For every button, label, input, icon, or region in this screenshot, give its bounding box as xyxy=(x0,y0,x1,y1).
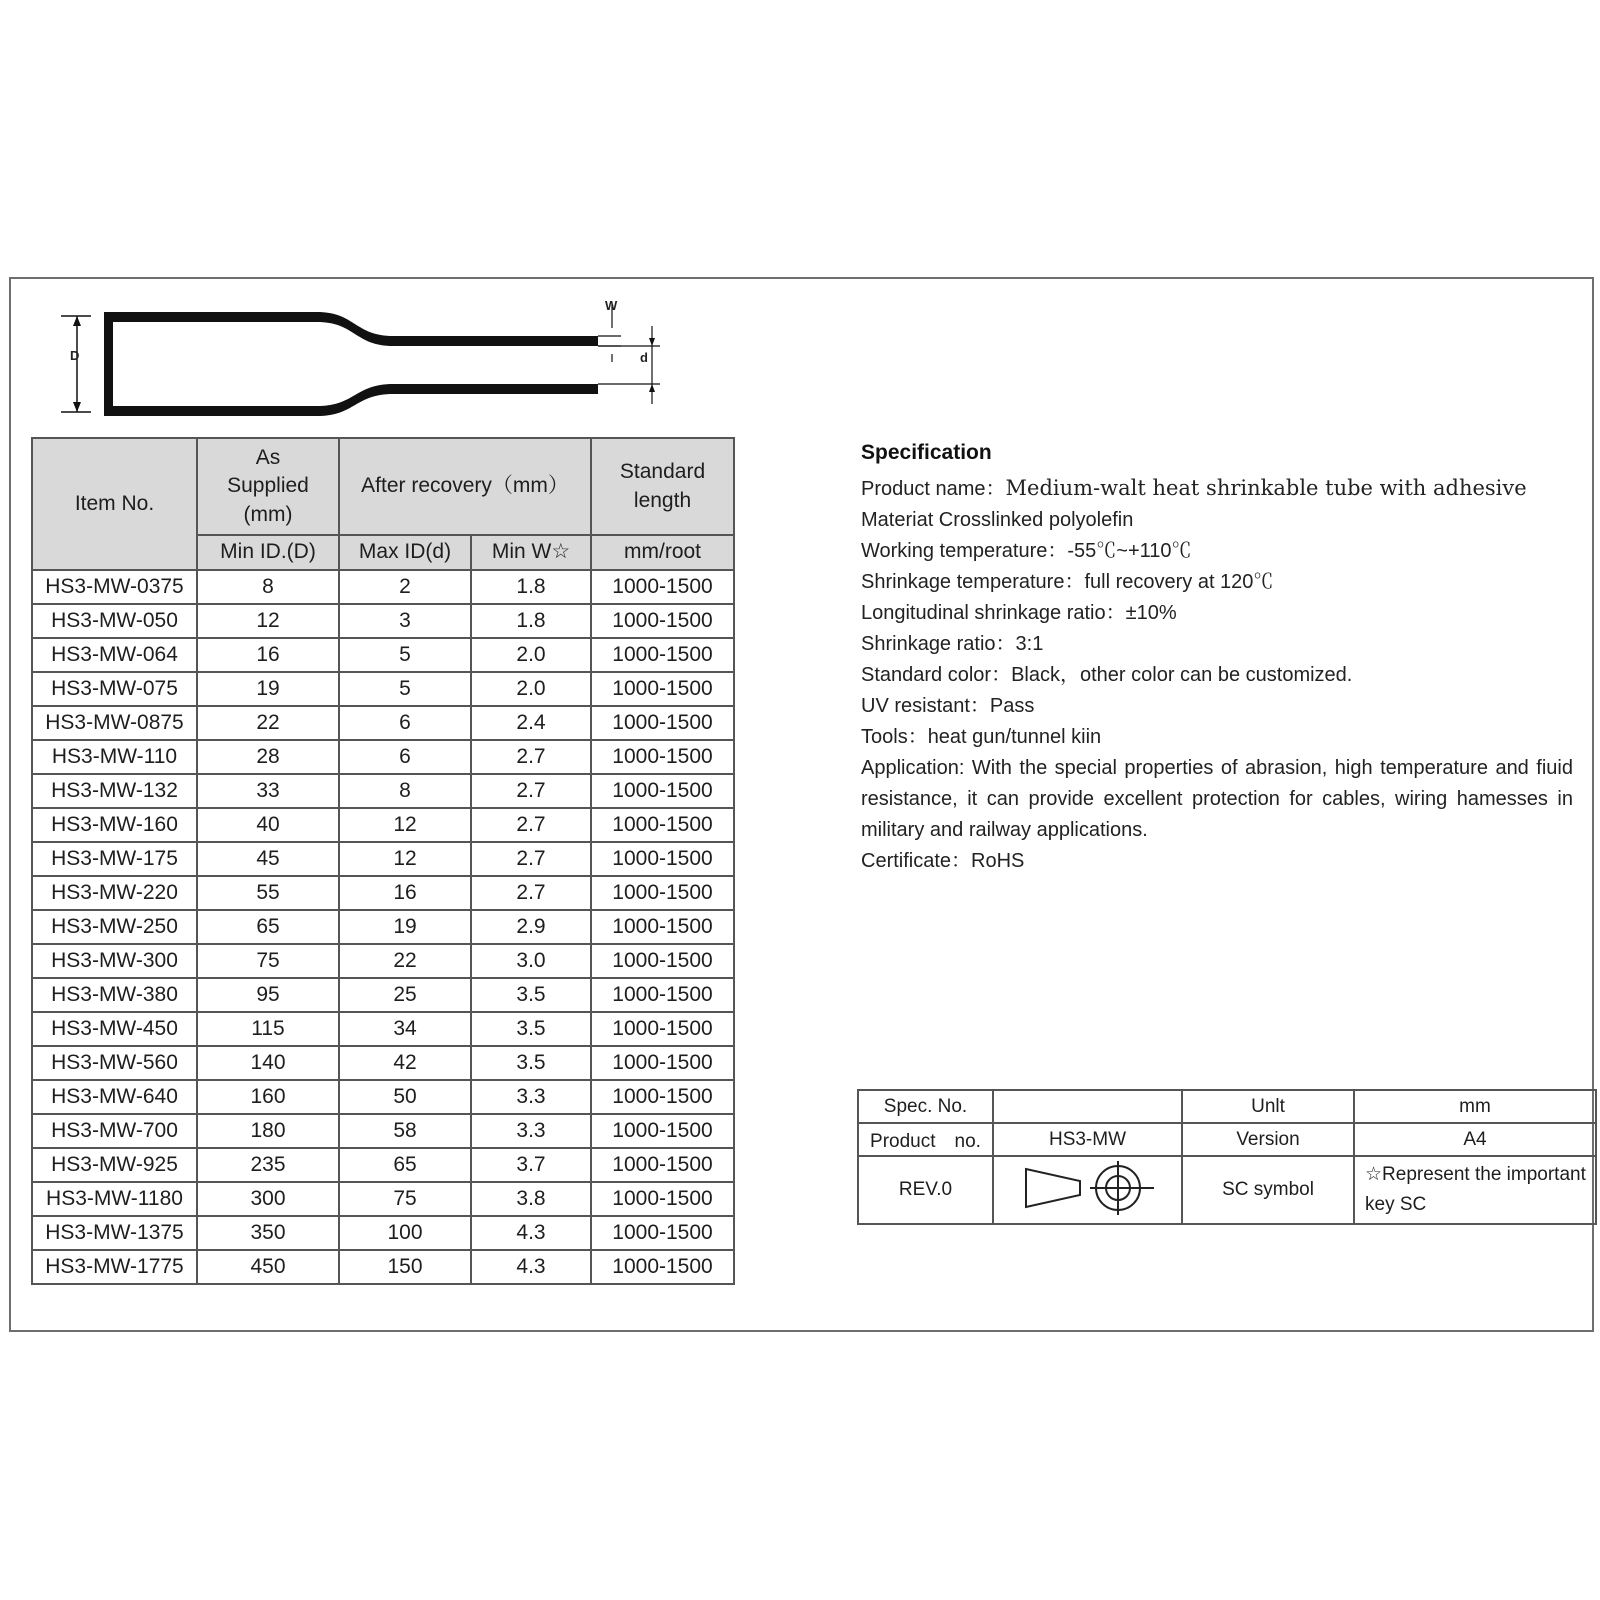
certificate-line: Certificate：RoHS xyxy=(861,850,1025,872)
max-id-cell: 6 xyxy=(339,706,471,740)
product-name-value: Medium-walt heat shrinkable tube with adhesive xyxy=(1005,476,1527,500)
table-row xyxy=(32,1080,734,1114)
min-id-cell: 180 xyxy=(197,1114,339,1148)
min-w-cell: 3.8 xyxy=(471,1182,591,1216)
min-w-cell: 2.7 xyxy=(471,842,591,876)
length-cell: 1000-1500 xyxy=(591,1250,734,1284)
item-no-cell: HS3-MW-075 xyxy=(32,672,197,706)
min-id-cell: 450 xyxy=(197,1250,339,1284)
length-cell: 1000-1500 xyxy=(591,638,734,672)
length-cell: 1000-1500 xyxy=(591,672,734,706)
max-id-cell: 50 xyxy=(339,1080,471,1114)
min-id-cell: 55 xyxy=(197,876,339,910)
length-cell: 1000-1500 xyxy=(591,1012,734,1046)
max-id-cell: 19 xyxy=(339,910,471,944)
product-name-line xyxy=(861,473,1573,505)
min-id-cell: 235 xyxy=(197,1148,339,1182)
length-cell: 1000-1500 xyxy=(591,808,734,842)
specification-line: Working temperature：-55℃~+110℃ xyxy=(861,540,1192,562)
item-no-cell: HS3-MW-175 xyxy=(32,842,197,876)
specification-line: Standard color：Black，other color can be customized. xyxy=(861,664,1353,686)
header-item-no: Item No. xyxy=(32,438,197,570)
length-cell: 1000-1500 xyxy=(591,842,734,876)
table-row xyxy=(32,1182,734,1216)
min-id-cell: 28 xyxy=(197,740,339,774)
dimension-table xyxy=(31,437,735,1285)
min-id-cell: 300 xyxy=(197,1182,339,1216)
min-id-cell: 350 xyxy=(197,1216,339,1250)
version-label: Version xyxy=(1182,1123,1354,1156)
item-no-cell: HS3-MW-1375 xyxy=(32,1216,197,1250)
item-no-cell: HS3-MW-050 xyxy=(32,604,197,638)
min-id-cell: 95 xyxy=(197,978,339,1012)
max-id-cell: 34 xyxy=(339,1012,471,1046)
table-row xyxy=(32,842,734,876)
table-row xyxy=(32,876,734,910)
item-no-cell: HS3-MW-700 xyxy=(32,1114,197,1148)
min-w-cell: 3.3 xyxy=(471,1080,591,1114)
length-cell: 1000-1500 xyxy=(591,944,734,978)
table-row xyxy=(32,1216,734,1250)
label-W: W xyxy=(605,298,618,313)
item-no-cell: HS3-MW-925 xyxy=(32,1148,197,1182)
tube-outline xyxy=(105,312,598,416)
table-row xyxy=(32,808,734,842)
min-w-cell: 4.3 xyxy=(471,1216,591,1250)
table-row xyxy=(32,1046,734,1080)
sc-note: ☆Represent the important key SC xyxy=(1354,1156,1596,1224)
application-text: Application: With the special properties of abrasion, high temperature and fiuid resistance, it can provide excellent protection for cables, wiring hamesses in military and railway applications. xyxy=(861,757,1573,841)
item-no-cell: HS3-MW-0875 xyxy=(32,706,197,740)
length-cell: 1000-1500 xyxy=(591,740,734,774)
unit-label: Unlt xyxy=(1182,1090,1354,1123)
max-id-cell: 8 xyxy=(339,774,471,808)
min-w-cell: 4.3 xyxy=(471,1250,591,1284)
item-no-cell: HS3-MW-300 xyxy=(32,944,197,978)
label-d: d xyxy=(640,350,648,365)
table-row xyxy=(32,638,734,672)
item-no-cell: HS3-MW-450 xyxy=(32,1012,197,1046)
dimension-d xyxy=(598,326,660,404)
max-id-cell: 58 xyxy=(339,1114,471,1148)
header-min-id: Min ID.(D) xyxy=(197,535,339,570)
tube-diagram xyxy=(55,298,685,428)
max-id-cell: 2 xyxy=(339,570,471,604)
table-row xyxy=(32,740,734,774)
version-value: A4 xyxy=(1354,1123,1596,1156)
table-row xyxy=(32,672,734,706)
max-id-cell: 5 xyxy=(339,638,471,672)
length-cell: 1000-1500 xyxy=(591,1182,734,1216)
max-id-cell: 3 xyxy=(339,604,471,638)
max-id-cell: 6 xyxy=(339,740,471,774)
specification-line: Longitudinal shrinkage ratio：±10% xyxy=(861,602,1177,624)
min-id-cell: 115 xyxy=(197,1012,339,1046)
length-cell: 1000-1500 xyxy=(591,1046,734,1080)
min-id-cell: 65 xyxy=(197,910,339,944)
specification-line: Shrinkage ratio：3:1 xyxy=(861,633,1044,655)
rev-label: REV.0 xyxy=(858,1156,993,1224)
min-w-cell: 2.0 xyxy=(471,672,591,706)
min-w-cell: 3.5 xyxy=(471,1012,591,1046)
max-id-cell: 12 xyxy=(339,842,471,876)
length-cell: 1000-1500 xyxy=(591,910,734,944)
specification-line: Tools：heat gun/tunnel kiin xyxy=(861,726,1102,748)
product-no-value: HS3-MW xyxy=(993,1123,1182,1156)
spec-no-label: Spec. No. xyxy=(858,1090,993,1123)
header-after-recovery: After recovery（mm） xyxy=(339,438,591,535)
specification-line: Materiat Crosslinked polyolefin xyxy=(861,509,1134,531)
max-id-cell: 42 xyxy=(339,1046,471,1080)
table-row xyxy=(32,1250,734,1284)
min-w-cell: 1.8 xyxy=(471,570,591,604)
min-w-cell: 2.7 xyxy=(471,876,591,910)
length-cell: 1000-1500 xyxy=(591,570,734,604)
table-row xyxy=(32,910,734,944)
specification-lines xyxy=(861,505,1573,753)
dimension-table-body xyxy=(32,570,734,1284)
min-id-cell: 16 xyxy=(197,638,339,672)
min-id-cell: 22 xyxy=(197,706,339,740)
min-w-cell: 2.7 xyxy=(471,808,591,842)
min-w-cell: 2.4 xyxy=(471,706,591,740)
table-row xyxy=(32,1114,734,1148)
label-D: D xyxy=(70,348,80,363)
min-w-cell: 3.7 xyxy=(471,1148,591,1182)
table-row xyxy=(32,944,734,978)
length-cell: 1000-1500 xyxy=(591,978,734,1012)
min-w-cell: 3.3 xyxy=(471,1114,591,1148)
min-w-cell: 3.5 xyxy=(471,978,591,1012)
header-mm-root: mm/root xyxy=(591,535,734,570)
specification-line: UV resistant：Pass xyxy=(861,695,1035,717)
table-row xyxy=(32,978,734,1012)
item-no-cell: HS3-MW-560 xyxy=(32,1046,197,1080)
spec-info-table xyxy=(857,1089,1597,1225)
max-id-cell: 12 xyxy=(339,808,471,842)
item-no-cell: HS3-MW-220 xyxy=(32,876,197,910)
item-no-cell: HS3-MW-132 xyxy=(32,774,197,808)
table-row xyxy=(32,706,734,740)
dimension-W xyxy=(598,298,621,362)
max-id-cell: 22 xyxy=(339,944,471,978)
min-id-cell: 12 xyxy=(197,604,339,638)
min-w-cell: 2.9 xyxy=(471,910,591,944)
min-id-cell: 33 xyxy=(197,774,339,808)
max-id-cell: 65 xyxy=(339,1148,471,1182)
max-id-cell: 100 xyxy=(339,1216,471,1250)
item-no-cell: HS3-MW-1180 xyxy=(32,1182,197,1216)
sc-symbol-icon xyxy=(1018,1157,1158,1217)
header-max-id: Max ID(d) xyxy=(339,535,471,570)
min-id-cell: 45 xyxy=(197,842,339,876)
item-no-cell: HS3-MW-110 xyxy=(32,740,197,774)
dimension-D xyxy=(61,316,91,412)
length-cell: 1000-1500 xyxy=(591,1216,734,1250)
min-id-cell: 140 xyxy=(197,1046,339,1080)
length-cell: 1000-1500 xyxy=(591,1114,734,1148)
min-w-cell: 2.0 xyxy=(471,638,591,672)
min-w-cell: 2.7 xyxy=(471,740,591,774)
header-standard-length: Standard length xyxy=(591,438,734,535)
specification-block xyxy=(861,441,1573,877)
sc-symbol-label: SC symbol xyxy=(1182,1156,1354,1224)
spec-no-value xyxy=(993,1090,1182,1123)
length-cell: 1000-1500 xyxy=(591,706,734,740)
min-id-cell: 8 xyxy=(197,570,339,604)
item-no-cell: HS3-MW-250 xyxy=(32,910,197,944)
length-cell: 1000-1500 xyxy=(591,1080,734,1114)
max-id-cell: 150 xyxy=(339,1250,471,1284)
item-no-cell: HS3-MW-160 xyxy=(32,808,197,842)
table-row xyxy=(32,774,734,808)
item-no-cell: HS3-MW-064 xyxy=(32,638,197,672)
min-id-cell: 40 xyxy=(197,808,339,842)
max-id-cell: 16 xyxy=(339,876,471,910)
product-no-label: Product no. xyxy=(858,1123,993,1156)
min-w-cell: 3.0 xyxy=(471,944,591,978)
length-cell: 1000-1500 xyxy=(591,774,734,808)
specification-title: Specification xyxy=(861,441,992,464)
product-name-label: Product name： xyxy=(861,478,1006,500)
header-as-supplied: As Supplied (mm) xyxy=(197,438,339,535)
min-w-cell: 2.7 xyxy=(471,774,591,808)
length-cell: 1000-1500 xyxy=(591,1148,734,1182)
table-row xyxy=(32,604,734,638)
specification-line: Shrinkage temperature：full recovery at 120℃ xyxy=(861,571,1274,593)
unit-value: mm xyxy=(1354,1090,1596,1123)
length-cell: 1000-1500 xyxy=(591,876,734,910)
item-no-cell: HS3-MW-380 xyxy=(32,978,197,1012)
table-row xyxy=(32,1012,734,1046)
max-id-cell: 75 xyxy=(339,1182,471,1216)
min-w-cell: 3.5 xyxy=(471,1046,591,1080)
item-no-cell: HS3-MW-0375 xyxy=(32,570,197,604)
table-row xyxy=(32,570,734,604)
sc-symbol-cell xyxy=(993,1156,1182,1224)
length-cell: 1000-1500 xyxy=(591,604,734,638)
item-no-cell: HS3-MW-640 xyxy=(32,1080,197,1114)
header-min-w: Min W☆ xyxy=(471,535,591,570)
table-row xyxy=(32,1148,734,1182)
max-id-cell: 5 xyxy=(339,672,471,706)
max-id-cell: 25 xyxy=(339,978,471,1012)
min-id-cell: 160 xyxy=(197,1080,339,1114)
min-w-cell: 1.8 xyxy=(471,604,591,638)
item-no-cell: HS3-MW-1775 xyxy=(32,1250,197,1284)
min-id-cell: 75 xyxy=(197,944,339,978)
min-id-cell: 19 xyxy=(197,672,339,706)
